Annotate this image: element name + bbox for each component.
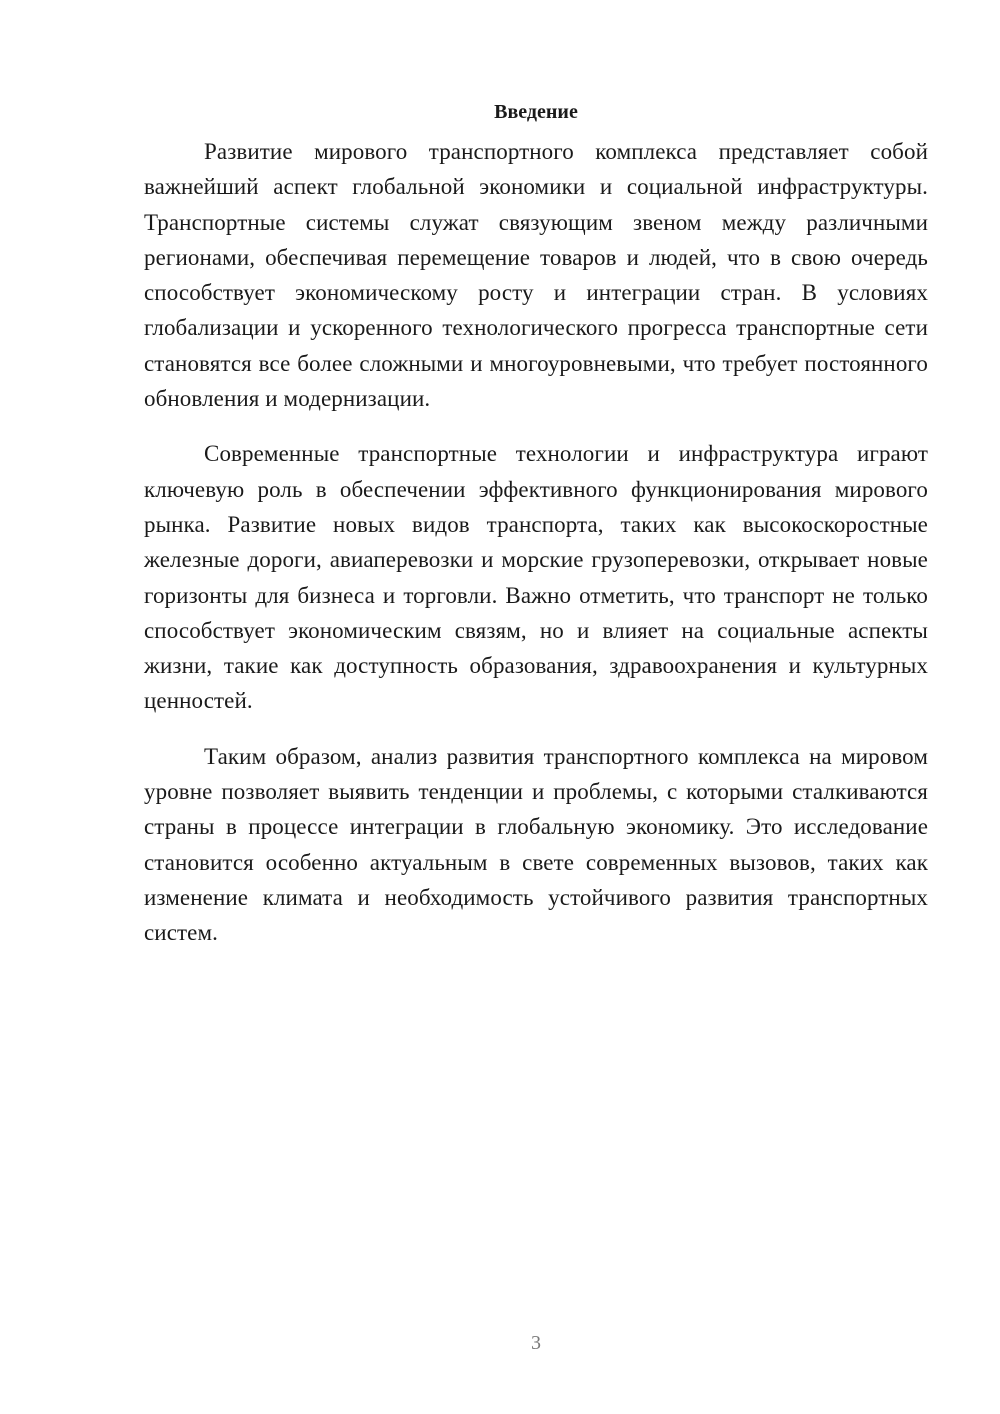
page-number: 3: [531, 1332, 541, 1354]
paragraph-2: Современные транспортные технологии и инфраструктура играют ключевую роль в обеспечении эффективного функционирования мирового рынка. Развитие новых видов транспорта, таких как высокоскоростные железные дороги, авиаперевозки и морские грузоперевозки, открывает новые горизонты для бизнеса и торговли. Важно отметить, что транспорт не только способствует экономическим связям, но и влияет на социальные аспекты жизни, такие как доступность образования, здравоохранения и культурных ценностей.: [144, 441, 928, 714]
paragraph-3: Таким образом, анализ развития транспортного комплекса на мировом уровне позволяет выявить тенденции и проблемы, с которыми сталкиваются страны в процессе интеграции в глобальную экономику. Это исследование становится особенно актуальным в свете современных вызовов, таких как изменение климата и необходимость устойчивого развития транспортных систем.: [144, 743, 928, 946]
section-heading: Введение: [494, 101, 578, 123]
paragraph-1: Развитие мирового транспортного комплекса представляет собой важнейший аспект глобальной экономики и социальной инфраструктуры. Транспортные системы служат связующим звеном между различными регионами, обеспечивая перемещение товаров и людей, что в свою очередь способствует экономическому росту и интеграции стран. В условиях глобализации и ускоренного технологического прогресса транспортные сети становятся все более сложными и многоуровневыми, что требует постоянного обновления и модернизации.: [144, 139, 928, 412]
page-content: [144, 96, 928, 971]
